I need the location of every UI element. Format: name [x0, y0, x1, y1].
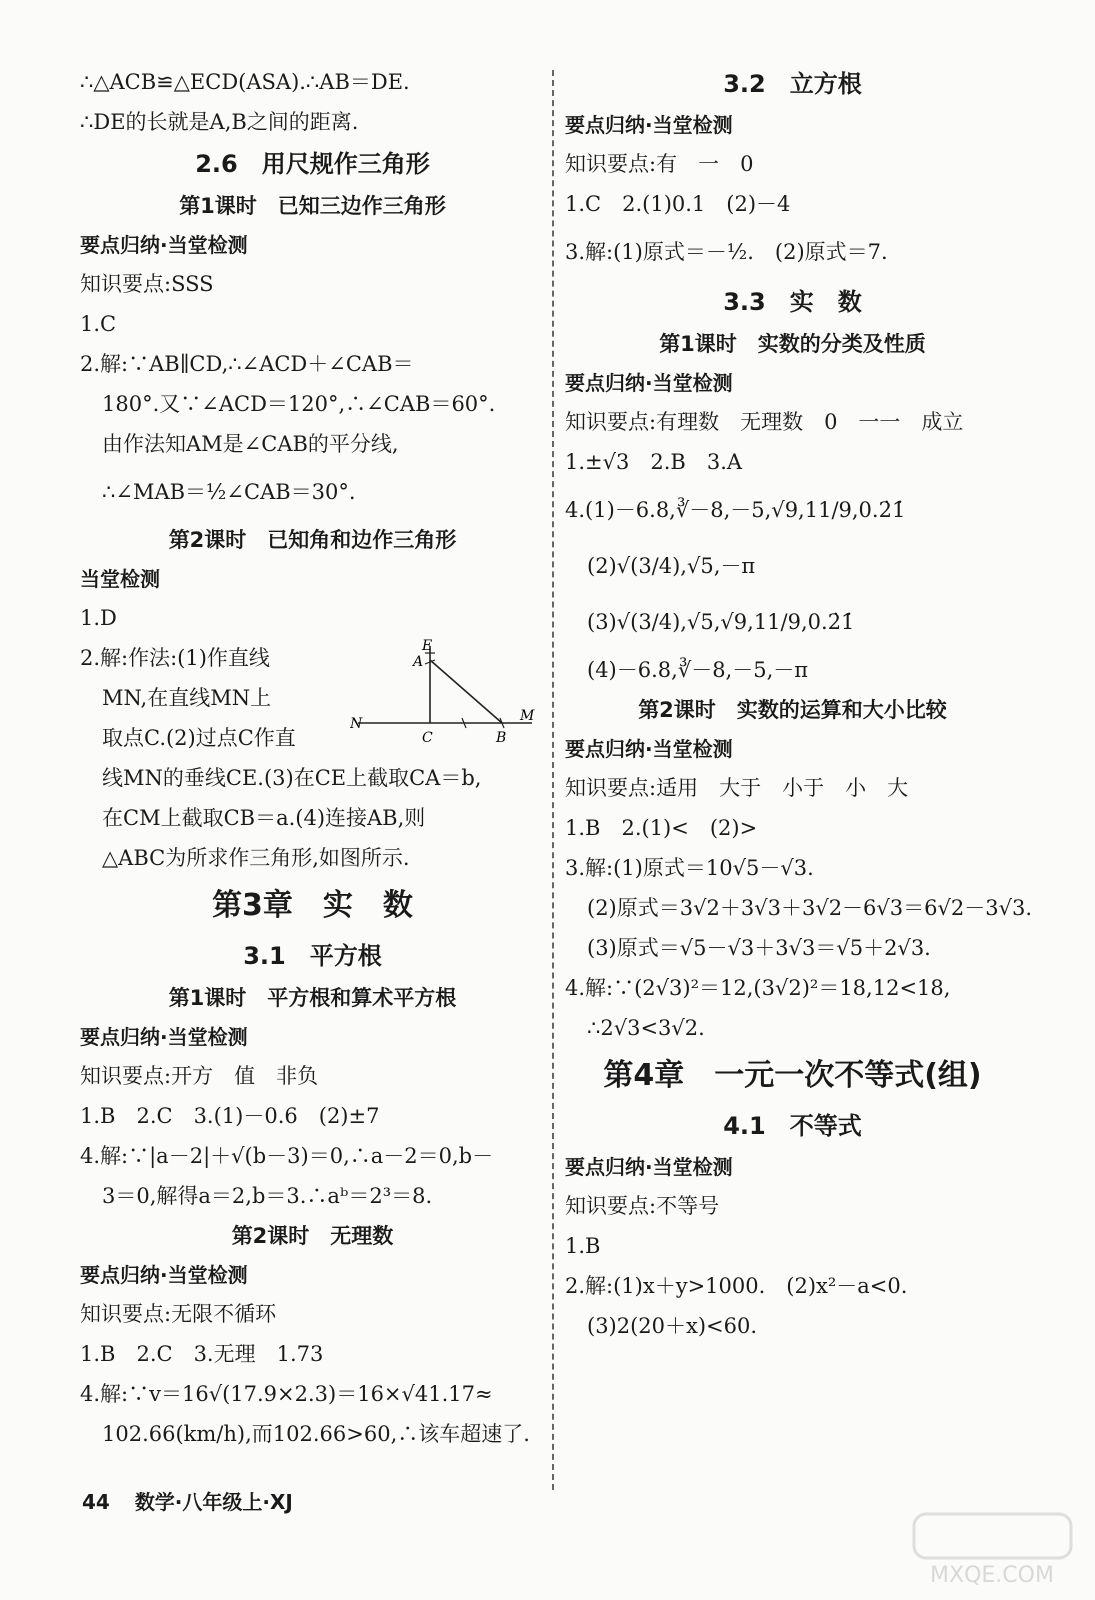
answer-line: 180°.又∵∠ACD＝120°,∴∠CAB＝60°.	[102, 392, 496, 416]
watermark-text: MXQE.COM	[930, 1563, 1054, 1588]
knowledge-point: 知识要点:SSS	[80, 272, 214, 296]
answer-line: 取点C.(2)过点C作直	[102, 726, 296, 750]
knowledge-point: 知识要点:开方 值 非负	[80, 1064, 319, 1088]
answer-line: 1.±√3 2.B 3.A	[565, 450, 743, 474]
answer-line: 1.C 2.(1)0.1 (2)－4	[565, 192, 791, 216]
answer-line: 在CM上截取CB＝a.(4)连接AB,则	[102, 806, 426, 830]
lesson-title: 第1课时 平方根和算术平方根	[168, 986, 457, 1010]
block-heading: 要点归纳·当堂检测	[565, 1155, 733, 1179]
block-heading: 要点归纳·当堂检测	[565, 737, 733, 761]
segment-ab	[430, 660, 502, 723]
lesson-title: 第1课时 实数的分类及性质	[659, 332, 926, 356]
page-number: 44	[82, 1490, 110, 1514]
block-heading: 要点归纳·当堂检测	[565, 113, 733, 137]
column-divider	[552, 70, 554, 1490]
answer-line: 4.解:∵(2√3)²＝12,(3√2)²＝18,12<18,	[565, 976, 951, 1000]
section-title: 3.3 实 数	[723, 288, 862, 316]
lesson-title: 第2课时 无理数	[231, 1224, 394, 1248]
label-a: A	[413, 654, 424, 670]
chapter-title: 第3章 实 数	[212, 888, 413, 923]
knowledge-point: 知识要点:有理数 无理数 0 一一 成立	[565, 410, 964, 434]
answer-line: ∴∠MAB＝½∠CAB＝30°.	[102, 480, 356, 504]
label-n: N	[350, 716, 363, 732]
answer-line: 2.解:(1)x＋y>1000. (2)x²－a<0.	[565, 1274, 908, 1298]
answer-line: 4.解:∵|a－2|＋√(b－3)＝0,∴a－2＝0,b－	[80, 1144, 494, 1168]
answer-line: MN,在直线MN上	[102, 686, 272, 710]
answer-line: 1.B 2.C 3.无理 1.73	[80, 1342, 324, 1366]
section-title: 3.2 立方根	[723, 70, 862, 98]
answer-line: 3.解:(1)原式＝－½. (2)原式＝7.	[565, 240, 888, 264]
answer-line: ∴DE的长就是A,B之间的距离.	[80, 110, 359, 134]
answer-line: 1.D	[80, 606, 117, 630]
answer-line: 3＝0,解得a＝2,b＝3.∴aᵇ＝2³＝8.	[102, 1184, 433, 1208]
block-heading: 要点归纳·当堂检测	[80, 233, 248, 257]
answer-line: 线MN的垂线CE.(3)在CE上截取CA＝b,	[102, 766, 482, 790]
lesson-title: 第2课时 实数的运算和大小比较	[638, 698, 947, 722]
knowledge-point: 知识要点:无限不循环	[80, 1302, 277, 1326]
answer-line: 1.C	[80, 312, 117, 336]
answer-line: (3)2(20＋x)<60.	[587, 1314, 758, 1338]
answer-line: (2)√(3/4),√5,－π	[587, 554, 756, 578]
answer-line: (2)原式＝3√2＋3√3＋3√2－6√3＝6√2－3√3.	[587, 896, 1033, 920]
answer-line: 102.66(km/h),而102.66>60,∴该车超速了.	[102, 1422, 530, 1446]
answer-line: 2.解:作法:(1)作直线	[80, 646, 270, 670]
label-m: M	[520, 708, 535, 724]
label-b: B	[496, 730, 507, 746]
answer-line: (3)原式＝√5－√3＋3√3＝√5＋2√3.	[587, 936, 931, 960]
answer-line: 4.(1)－6.8,∛－8,－5,√9,11/9,0.2̇1̇	[565, 498, 906, 522]
section-title: 2.6 用尺规作三角形	[195, 150, 430, 178]
page-footer	[82, 1486, 311, 1515]
block-heading: 要点归纳·当堂检测	[80, 1263, 248, 1287]
knowledge-point: 知识要点:有 一 0	[565, 152, 754, 176]
right-column	[565, 62, 1033, 1346]
section-title: 4.1 不等式	[723, 1112, 862, 1140]
footer-subject: 数学·八年级上·XJ	[134, 1490, 293, 1514]
watermark-logo	[910, 1510, 1075, 1590]
answer-line: 2.解:∵AB∥CD,∴∠ACD＋∠CAB＝	[80, 352, 414, 376]
answer-line: 1.B 2.(1)< (2)>	[565, 816, 758, 840]
lesson-title: 第2课时 已知角和边作三角形	[168, 528, 457, 552]
triangle-construction-figure	[350, 638, 540, 758]
knowledge-point: 知识要点:不等号	[565, 1194, 720, 1218]
block-heading: 当堂检测	[80, 567, 160, 591]
left-column	[80, 62, 545, 1454]
answer-line: 由作法知AM是∠CAB的平分线,	[102, 432, 399, 456]
block-heading: 要点归纳·当堂检测	[80, 1025, 248, 1049]
answer-line: 1.B 2.C 3.(1)－0.6 (2)±7	[80, 1104, 380, 1128]
label-c: C	[422, 730, 433, 746]
knowledge-point: 知识要点:适用 大于 小于 小 大	[565, 776, 909, 800]
construction-block	[80, 638, 545, 838]
answer-line: (3)√(3/4),√5,√9,11/9,0.2̇1̇	[587, 610, 855, 634]
block-heading: 要点归纳·当堂检测	[565, 371, 733, 395]
answer-line: △ABC为所求作三角形,如图所示.	[102, 846, 410, 870]
answer-line: ∴△ACB≌△ECD(ASA).∴AB＝DE.	[80, 70, 410, 94]
answer-line: (4)－6.8,∛－8,－5,－π	[587, 658, 809, 682]
answer-line: ∴2√3<3√2.	[587, 1016, 705, 1040]
lesson-title: 第1课时 已知三边作三角形	[179, 194, 446, 218]
answer-line: 3.解:(1)原式＝10√5－√3.	[565, 856, 814, 880]
chapter-title: 第4章 一元一次不等式(组)	[603, 1058, 982, 1093]
label-e: E	[422, 638, 433, 654]
answer-line: 4.解:∵v＝16√(17.9×2.3)＝16×√41.17≈	[80, 1382, 493, 1406]
answer-line: 1.B	[565, 1234, 601, 1258]
section-title: 3.1 平方根	[243, 942, 382, 970]
